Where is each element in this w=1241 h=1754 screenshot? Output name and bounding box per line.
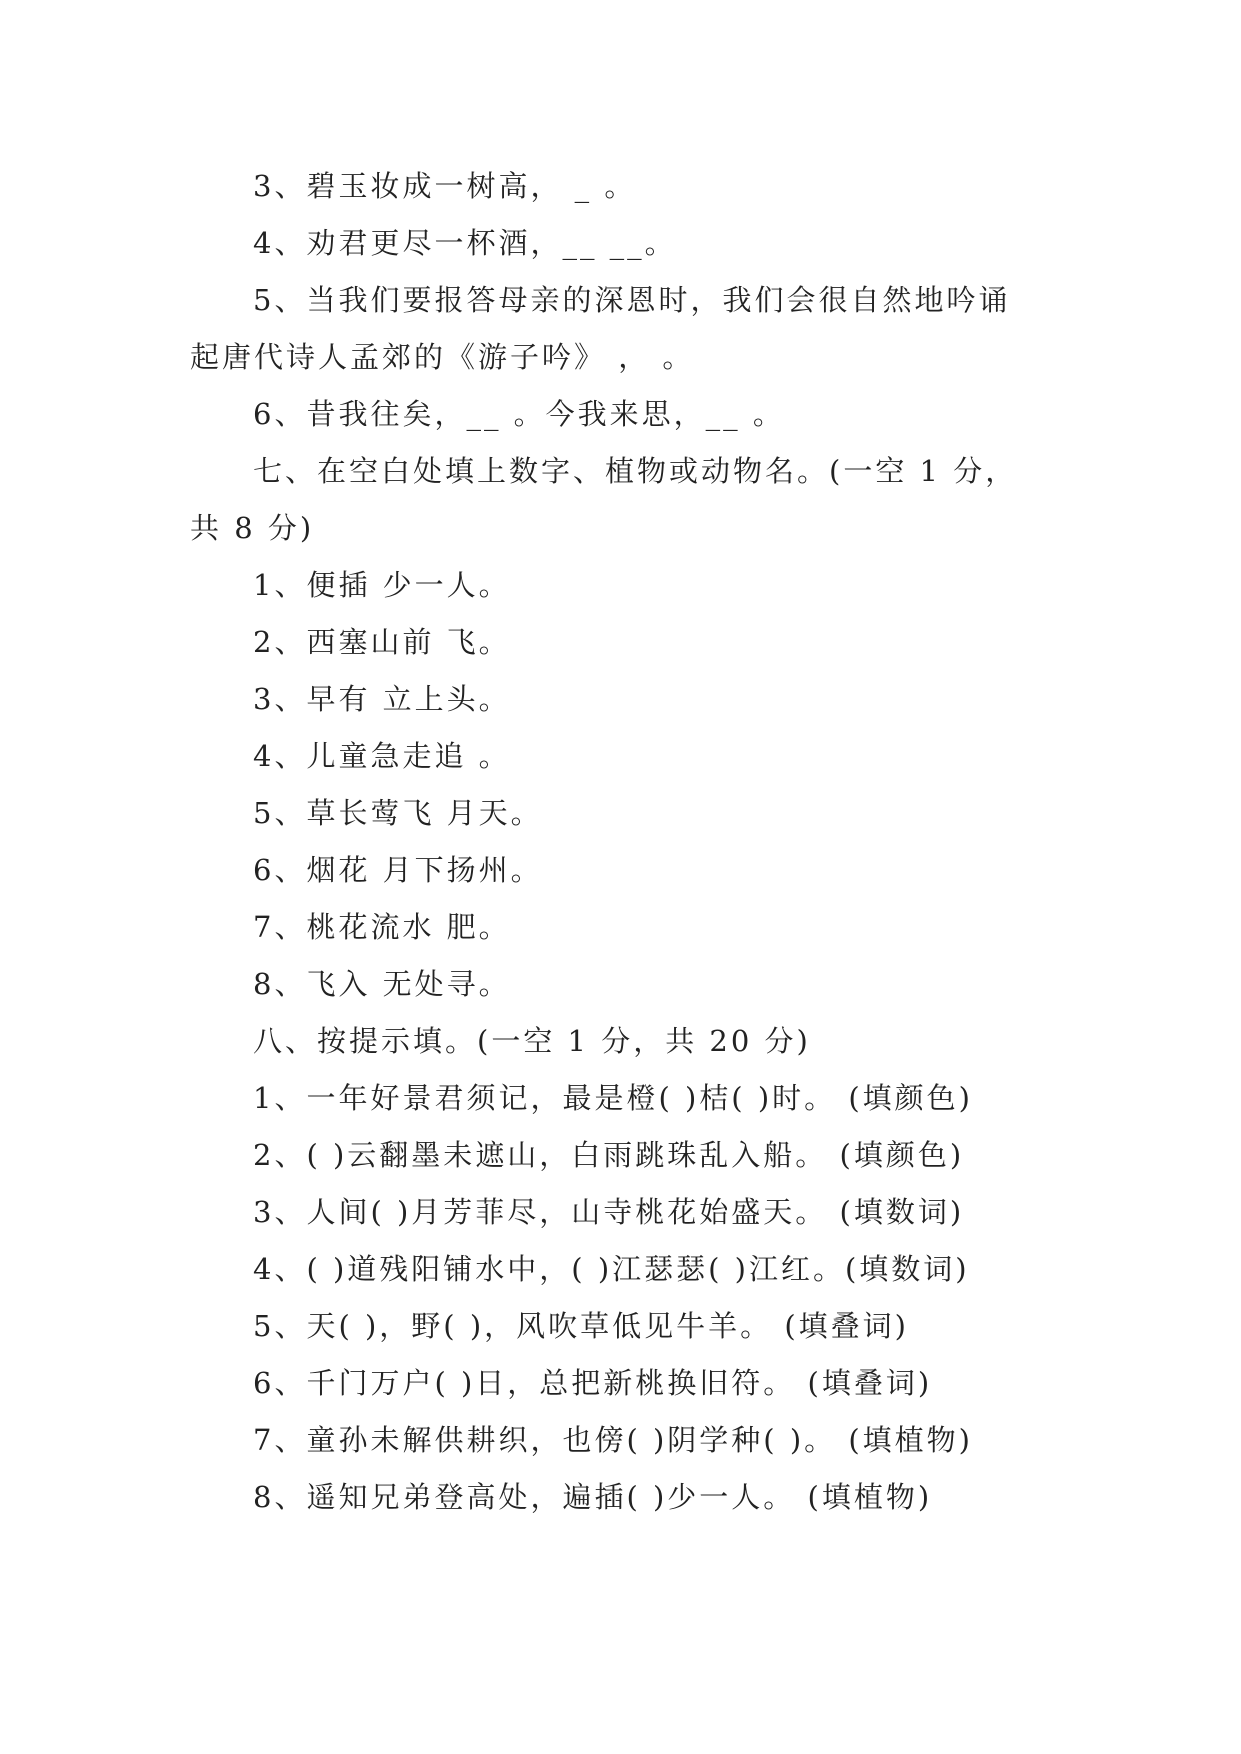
- poem-item-5-line-1: 5、当我们要报答母亲的深恩时，我们会很自然地吟诵: [253, 283, 1011, 317]
- poem-item-6-line: 6、昔我往矣，__ 。今我来思，__ 。: [253, 397, 785, 431]
- section-7-heading-line-1: 七、在空白处填上数字、植物或动物名。(一空 1 分，: [253, 454, 1018, 488]
- section-7-heading-line-2: 共 8 分): [190, 511, 315, 545]
- section-8-item-2: 2、( )云翻墨未遮山，白雨跳珠乱入船。 (填颜色): [253, 1138, 965, 1172]
- section-7-item-7: 7、桃花流水 肥。: [253, 910, 511, 944]
- section-8-item-4: 4、( )道残阳铺水中，( )江瑟瑟( )江红。(填数词): [253, 1252, 970, 1286]
- section-8-item-8: 8、遥知兄弟登高处，遍插( )少一人。 (填植物): [253, 1480, 933, 1514]
- section-8-heading: 八、按提示填。(一空 1 分，共 20 分): [253, 1024, 811, 1058]
- section-7-item-3: 3、早有 立上头。: [253, 682, 511, 716]
- section-8-item-1: 1、一年好景君须记，最是橙( )桔( )时。 (填颜色): [253, 1081, 973, 1115]
- section-8-item-3: 3、人间( )月芳菲尽，山寺桃花始盛天。 (填数词): [253, 1195, 965, 1229]
- section-7-item-4: 4、儿童急走追 。: [253, 739, 511, 773]
- section-7-item-8: 8、飞入 无处寻。: [253, 967, 511, 1001]
- section-7-item-2: 2、西塞山前 飞。: [253, 625, 511, 659]
- section-7-item-1: 1、便插 少一人。: [253, 568, 511, 602]
- poem-item-5-line-2: 起唐代诗人孟郊的《游子吟》 ， 。: [190, 340, 695, 374]
- section-7-item-6: 6、烟花 月下扬州。: [253, 853, 543, 887]
- section-8-item-7: 7、童孙未解供耕织，也傍( )阴学种( )。 (填植物): [253, 1423, 973, 1457]
- poem-item-3-line: 3、碧玉妆成一树高， _ 。: [253, 169, 637, 203]
- poem-item-4-line: 4、劝君更尽一杯酒，__ __。: [253, 226, 677, 260]
- section-7-item-5: 5、草长莺飞 月天。: [253, 796, 543, 830]
- section-8-item-5: 5、天( )，野( )，风吹草低见牛羊。 (填叠词): [253, 1309, 909, 1343]
- section-8-item-6: 6、千门万户( )日，总把新桃换旧符。 (填叠词): [253, 1366, 933, 1400]
